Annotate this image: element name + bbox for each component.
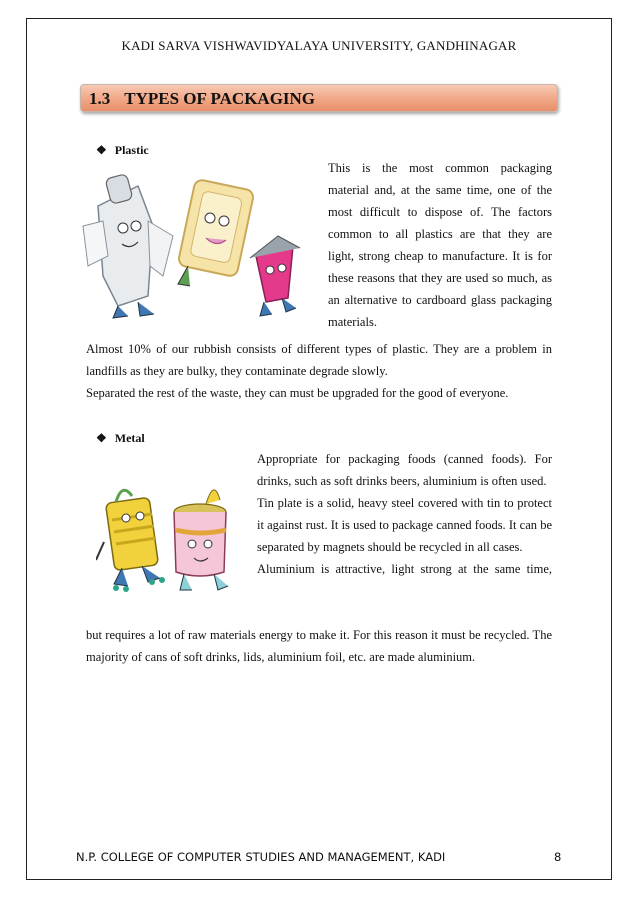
plastic-paragraph-1: Almost 10% of our rubbish consists of different types of plastic. They are a problem in landfills as they are bulky, they contaminate degrade slowly.: [86, 342, 552, 378]
metal-side-paragraph-3: Aluminium is attractive, light strong at the same time,: [257, 562, 552, 576]
diamond-bullet-icon: ❖: [96, 431, 107, 445]
plastic-body: [86, 338, 552, 404]
plastic-side-paragraph: This is the most common packaging material and, at the same time, one of the most difficult to dispose of. The factors common to all plastics are that they are light, strong cheap to manufacture. It is for these reasons that they are used so much, as an alternative to cardboard glass packaging materials.: [328, 161, 552, 329]
yellow-can-figure: [96, 490, 165, 592]
plastic-tray-figure: [178, 179, 255, 286]
metal-cans-illustration: [96, 472, 246, 602]
page-footer: N.P. COLLEGE OF COMPUTER STUDIES AND MANAGEMENT, KADI: [76, 850, 446, 864]
plastic-bottle-figure: [83, 174, 173, 318]
bullet-plastic: [96, 143, 149, 158]
bullet-metal-label: Metal: [114, 431, 145, 445]
bullet-plastic-label: Plastic: [114, 143, 149, 157]
diamond-bullet-icon: ❖: [96, 143, 107, 157]
metal-body: [86, 624, 552, 668]
section-heading: [80, 84, 558, 112]
metal-side-text: [257, 448, 552, 580]
metal-side-paragraph-1: Appropriate for packaging foods (canned foods). For drinks, such as soft drinks beers, aluminium is often used.: [257, 452, 552, 488]
plastic-packaging-illustration: [78, 166, 308, 326]
metal-paragraph-1: but requires a lot of raw materials energy to make it. For this reason it must be recycled. The majority of cans of soft drinks, lids, aluminium foil, etc. are made aluminium.: [86, 628, 552, 664]
page-header: KADI SARVA VISHWAVIDYALAYA UNIVERSITY, GANDHINAGAR: [121, 38, 517, 53]
pink-tin-figure: [174, 490, 228, 590]
section-title: TYPES OF PACKAGING: [124, 89, 316, 108]
plastic-cup-figure: [250, 236, 300, 316]
section-number: 1.3: [89, 89, 111, 108]
metal-side-paragraph-2: Tin plate is a solid, heavy steel covered with tin to protect it against rust. It is used to package canned foods. It can be separated by magnets should be recycled in all cases.: [257, 496, 552, 554]
plastic-paragraph-2: Separated the rest of the waste, they can must be upgraded for the good of everyone.: [86, 386, 509, 400]
bullet-metal: [96, 431, 145, 446]
page-number: 8: [554, 850, 562, 864]
plastic-side-text: [328, 157, 552, 333]
